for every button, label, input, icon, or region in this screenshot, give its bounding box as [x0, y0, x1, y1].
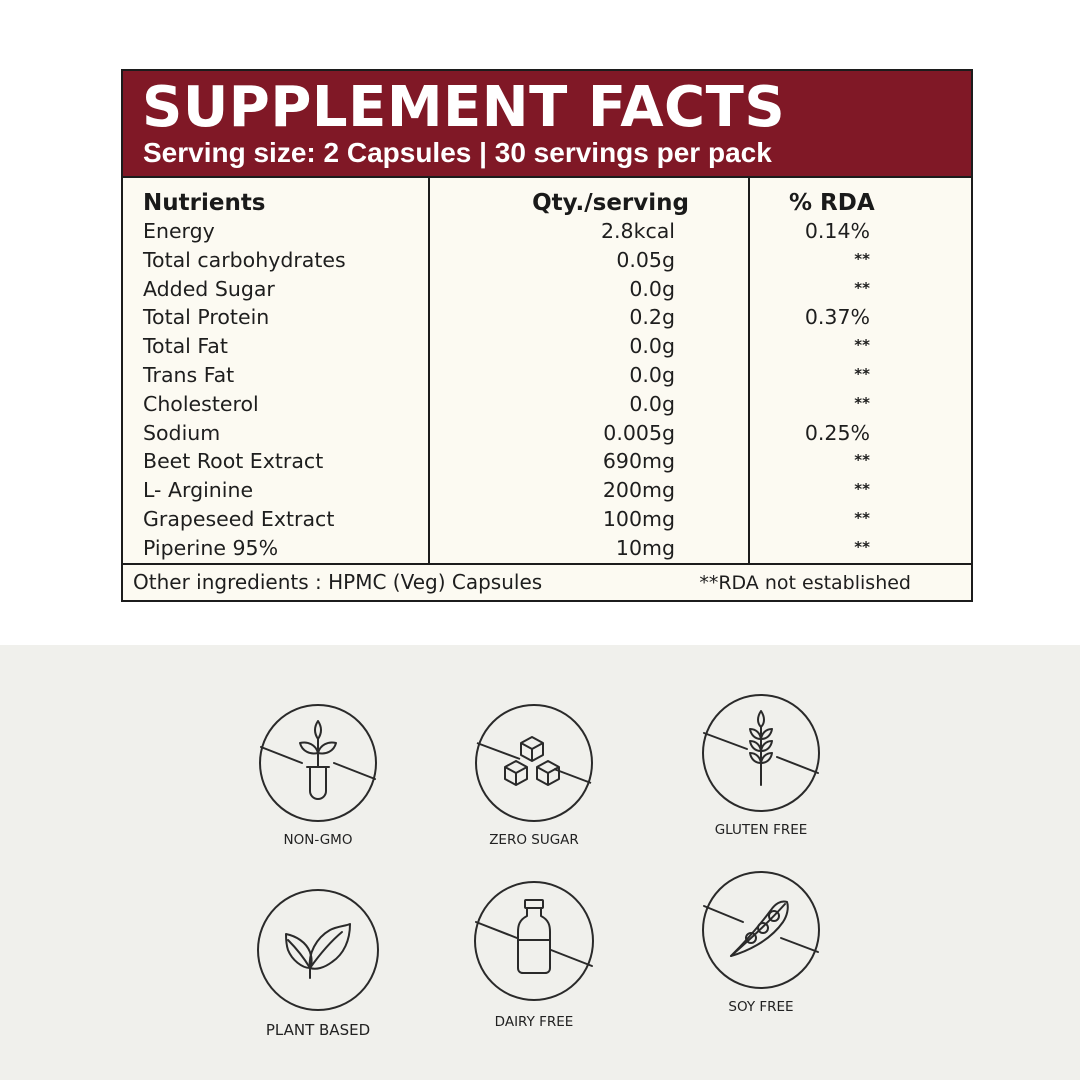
table-row	[123, 246, 971, 275]
table-row	[123, 332, 971, 361]
table-row	[123, 476, 971, 505]
nutrient-rda: **	[854, 364, 870, 383]
nutrient-name: Cholesterol	[143, 391, 259, 416]
badge-label: DAIRY FREE	[494, 1014, 574, 1030]
facts-header	[123, 71, 971, 176]
nutrient-rda: **	[854, 508, 870, 527]
dairy-free-icon	[473, 880, 595, 1002]
nutrient-qty: 2.8kcal	[600, 219, 675, 243]
nutrient-qty: 100mg	[602, 506, 675, 531]
nutrient-rda: **	[854, 537, 870, 556]
non-gmo-icon	[258, 703, 378, 823]
nutrient-rda: 0.14%	[804, 219, 870, 243]
nutrient-qty: 0.05g	[616, 247, 675, 272]
nutrient-name: L- Arginine	[143, 478, 254, 503]
nutrient-name: Beet Root Extract	[143, 449, 324, 474]
badges-panel	[0, 645, 1080, 1080]
table-row	[123, 447, 971, 476]
badge-plant-based	[198, 888, 438, 1048]
nutrient-qty: 0.0g	[629, 391, 675, 416]
facts-title: SUPPLEMENT FACTS	[142, 75, 786, 140]
nutrient-rda: **	[854, 480, 870, 499]
nutrient-qty: 10mg	[615, 535, 675, 560]
nutrition-table	[123, 178, 971, 563]
badge-label: NON-GMO	[283, 832, 353, 848]
zero-sugar-icon	[474, 703, 594, 823]
nutrient-rda: 0.37%	[804, 305, 870, 330]
badge-label: SOY FREE	[728, 999, 794, 1015]
nutrient-name: Added Sugar	[143, 276, 275, 301]
qty-column-header: Qty./serving	[532, 190, 689, 216]
supplement-facts-panel	[121, 69, 973, 602]
nutrient-qty: 0.2g	[629, 305, 675, 330]
nutrient-rda: **	[854, 336, 870, 355]
nutrient-rda: **	[854, 393, 870, 412]
nutrient-rda: 0.25%	[804, 420, 870, 445]
plant-based-icon	[256, 888, 380, 1012]
table-row	[123, 390, 971, 419]
badge-soy-free	[641, 870, 881, 1030]
badge-non-gmo	[198, 703, 438, 863]
table-row	[123, 275, 971, 304]
nutrients-column-header: Nutrients	[143, 190, 266, 216]
badge-label: ZERO SUGAR	[489, 832, 579, 848]
nutrient-qty: 0.0g	[629, 334, 675, 359]
table-row	[123, 534, 971, 563]
nutrient-rows	[123, 217, 971, 563]
nutrient-name: Total Protein	[143, 305, 270, 330]
table-row	[123, 361, 971, 390]
badge-dairy-free	[414, 880, 654, 1040]
nutrient-qty: 200mg	[602, 478, 675, 503]
serving-size-text: Serving size: 2 Capsules | 30 servings per pack	[143, 137, 772, 168]
table-row	[123, 217, 971, 246]
nutrient-name: Piperine 95%	[143, 535, 279, 560]
other-ingredients-text: Other ingredients : HPMC (Veg) Capsules	[133, 570, 543, 594]
soy-free-icon	[701, 870, 821, 990]
nutrient-name: Sodium	[143, 420, 221, 445]
nutrient-name: Trans Fat	[143, 362, 235, 387]
rda-note: **RDA not established	[699, 572, 911, 594]
nutrient-name: Grapeseed Extract	[143, 506, 335, 531]
table-row	[123, 303, 971, 332]
nutrient-rda: **	[854, 451, 870, 470]
nutrient-name: Total carbohydrates	[143, 247, 346, 272]
facts-footer	[123, 565, 971, 600]
nutrient-qty: 0.005g	[603, 420, 675, 445]
badge-gluten-free	[641, 693, 881, 853]
nutrient-qty: 0.0g	[629, 362, 675, 387]
table-row	[123, 505, 971, 534]
badge-zero-sugar	[414, 703, 654, 863]
nutrient-rda: **	[854, 249, 870, 268]
badge-label: PLANT BASED	[265, 1021, 371, 1039]
nutrient-qty: 0.0g	[629, 276, 675, 301]
nutrient-rda: **	[854, 278, 870, 297]
rda-column-header: % RDA	[789, 190, 875, 216]
gluten-free-icon	[701, 693, 821, 813]
table-row	[123, 419, 971, 448]
nutrient-name: Total Fat	[143, 334, 228, 359]
nutrient-qty: 690mg	[602, 449, 675, 474]
badge-label: GLUTEN FREE	[714, 822, 808, 838]
nutrient-name: Energy	[143, 219, 215, 243]
